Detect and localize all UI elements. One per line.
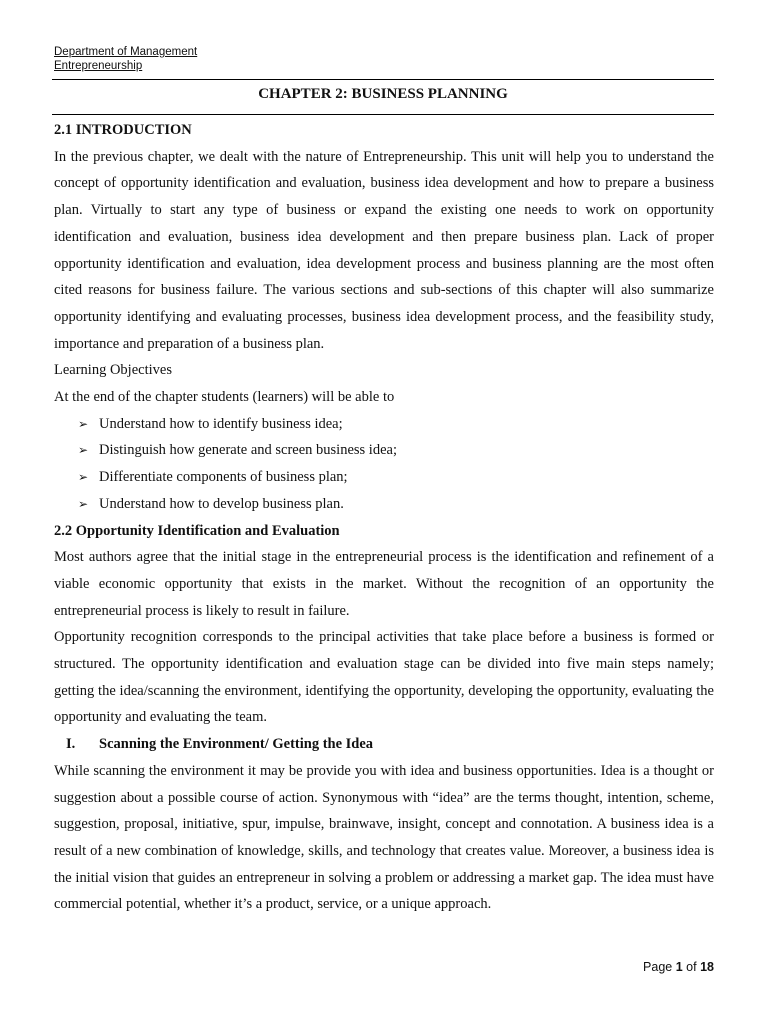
objective-text: Distinguish how generate and screen business idea; [99, 442, 397, 459]
header-subject: Entrepreneurship [54, 60, 143, 72]
list-item [54, 491, 714, 518]
page-header [54, 45, 197, 73]
arrow-bullet-icon: ➢ [78, 416, 89, 431]
objective-text: Understand how to develop business plan. [99, 495, 344, 512]
learning-objectives-label: Learning Objectives [54, 362, 172, 379]
document-body [54, 117, 714, 918]
introduction-paragraph: In the previous chapter, we dealt with the nature of Entrepreneurship. This unit will help you to understand the concept of opportunity identification and evaluation, business idea development and how to prepare a business plan. Virtually to start any type of business or expand the existing one needs to work on opportunity identification and evaluation, business idea development and then prepare business plan. Lack of proper opportunity identification and evaluation, idea development process and business planning are the most often cited reasons for business failure. The various sections and sub-sections of this chapter will also summarize opportunity identifying and evaluating processes, business idea development process, and the feasibility study, importance and preparation of a business plan. [54, 148, 714, 352]
of-label: of [686, 960, 697, 974]
page-label: Page [643, 960, 673, 974]
page-number: 1 [675, 960, 683, 974]
page-footer [643, 958, 714, 976]
list-item [54, 437, 714, 464]
arrow-bullet-icon: ➢ [78, 496, 89, 511]
subsection-title: Scanning the Environment/ Getting the Idea [99, 736, 374, 753]
list-item [54, 411, 714, 438]
subsection-number: I. [66, 736, 76, 753]
opportunity-paragraph-1: Most authors agree that the initial stage in the entrepreneurial process is the identification and refinement of a viable economic opportunity that exists in the market. Without the recognition of an opportunity the entrepreneurial process is likely to result in failure. [54, 549, 714, 619]
section-heading-introduction: 2.1 INTRODUCTION [54, 122, 192, 138]
objective-text: Differentiate components of business plan; [99, 469, 348, 486]
subsection-heading-scanning [54, 731, 714, 758]
arrow-bullet-icon: ➢ [78, 470, 89, 485]
list-item [54, 464, 714, 491]
top-divider [52, 79, 714, 80]
learning-objectives-intro: At the end of the chapter students (learners) will be able to [54, 389, 395, 406]
total-pages: 18 [700, 960, 714, 974]
objective-text: Understand how to identify business idea; [99, 415, 343, 432]
section-heading-opportunity: 2.2 Opportunity Identification and Evaluation [54, 522, 340, 539]
bottom-divider [52, 114, 714, 115]
opportunity-paragraph-2: Opportunity recognition corresponds to the principal activities that take place before a business is formed or structured. The opportunity identification and evaluation stage can be divided into five main steps namely; getting the idea/scanning the environment, identifying the opportunity, developing the opportunity, evaluating the opportunity and evaluating the team. [54, 629, 714, 726]
objectives-list [54, 411, 714, 518]
arrow-bullet-icon: ➢ [78, 443, 89, 458]
chapter-title: CHAPTER 2: BUSINESS PLANNING [258, 86, 508, 102]
scanning-paragraph: While scanning the environment it may be provide you with idea and business opportunities. Idea is a thought or suggestion about a possible course of action. Synonymous with “idea” are the terms thought, intention, scheme, suggestion, proposal, initiative, spur, impulse, brainwave, insight, concept and connotation. A business idea is a result of a new combination of knowledge, skills, and technology that creates value. Moreover, a business idea is the initial vision that guides an entrepreneur in solving a problem or addressing a market gap. The idea must have commercial potential, whether it’s a product, service, or a unique approach. [54, 762, 714, 913]
header-department: Department of Management [54, 46, 198, 58]
